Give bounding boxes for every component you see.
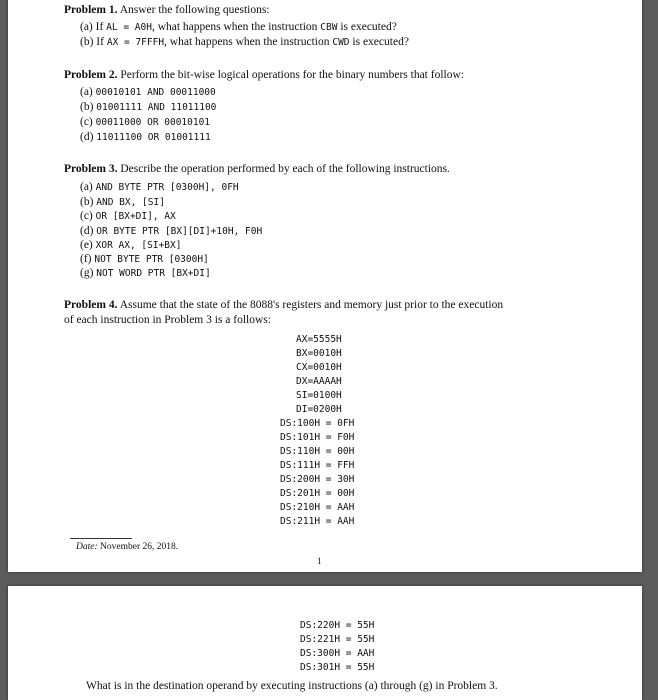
problem2-heading (64, 69, 464, 81)
memory-ds-221h: DS:221H = 55H (300, 634, 375, 645)
problem4-heading (64, 299, 503, 311)
problem4-question: What is in the destination operand by executing instructions (a) through (g) in Problem 3. (86, 680, 498, 692)
problem3-item-d (80, 225, 262, 237)
item-code: XOR AX, [SI+BX] (95, 240, 182, 251)
register-ax: AX=5555H (296, 334, 342, 345)
item-code: AND BYTE PTR [0300H], 0FH (95, 182, 239, 193)
register-cx: CX=0010H (296, 362, 342, 373)
item-label: (b) (80, 196, 94, 208)
item-label: (a) (80, 86, 93, 98)
item-label: (d) (80, 225, 94, 237)
problem3-item-f (80, 253, 209, 265)
item-code: CWD (332, 37, 350, 48)
item-label: (f) (80, 253, 92, 265)
memory-ds-220h: DS:220H = 55H (300, 620, 375, 631)
item-text: If (96, 36, 107, 48)
memory-ds-110h: DS:110H = 00H (280, 446, 355, 457)
problem3-item-e (80, 239, 181, 251)
item-code: AL = A0H (106, 22, 152, 33)
problem4-title: Problem 4. (64, 299, 118, 311)
document-page-1 (8, 0, 642, 572)
problem2-item-d (80, 131, 211, 143)
problem2-item-a (80, 86, 216, 98)
item-label: (c) (80, 210, 93, 222)
problem3-item-a (80, 181, 239, 193)
problem1-title: Problem 1. (64, 4, 118, 16)
page-number: 1 (317, 556, 322, 566)
item-code: OR BYTE PTR [BX][DI]+10H, F0H (96, 226, 263, 237)
item-text: is executed? (349, 36, 409, 48)
problem3-item-c (80, 210, 176, 222)
memory-ds-100h: DS:100H = 0FH (280, 418, 355, 429)
memory-ds-101h: DS:101H = F0H (280, 432, 355, 443)
item-text: , what happens when the instruction (151, 21, 321, 33)
item-label: (a) (80, 21, 93, 33)
item-code: 00011000 OR 00010101 (95, 117, 211, 128)
item-text: is executed? (337, 21, 397, 33)
register-si: SI=0100H (296, 390, 342, 401)
footnote-rule (70, 538, 132, 539)
item-label: (c) (80, 116, 93, 128)
item-code: 01001111 AND 11011100 (96, 102, 217, 113)
problem2-title: Problem 2. (64, 69, 118, 81)
item-label: (a) (80, 181, 93, 193)
register-bx: BX=0010H (296, 348, 342, 359)
register-dx: DX=AAAAH (296, 376, 342, 387)
problem3-intro: Describe the operation performed by each of the following instructions. (120, 163, 450, 175)
memory-ds-300h: DS:300H = AAH (300, 648, 375, 659)
problem4-intro-line1: Assume that the state of the 8088's registers and memory just prior to the execution (119, 299, 504, 311)
register-di: DI=0200H (296, 404, 342, 415)
item-label: (d) (80, 131, 94, 143)
memory-ds-200h: DS:200H = 30H (280, 474, 355, 485)
date-value: November 26, 2018. (100, 542, 179, 552)
problem2-item-c (80, 116, 210, 128)
item-text: , what happens when the instruction (164, 36, 333, 48)
problem3-title: Problem 3. (64, 163, 118, 175)
problem1-item-b (80, 36, 409, 48)
memory-ds-210h: DS:210H = AAH (280, 502, 355, 513)
problem3-item-g (80, 267, 211, 279)
item-code: OR [BX+DI], AX (95, 211, 176, 222)
problem3-heading (64, 163, 450, 175)
item-code: AND BX, [SI] (96, 197, 165, 208)
item-code: NOT BYTE PTR [0300H] (94, 254, 209, 265)
item-code: CBW (320, 22, 338, 33)
item-label: (g) (80, 267, 94, 279)
document-page-2 (8, 586, 642, 700)
item-code: 00010101 AND 00011000 (95, 87, 216, 98)
item-text: If (95, 21, 107, 33)
footnote-date (76, 542, 178, 552)
memory-ds-211h: DS:211H = AAH (280, 516, 355, 527)
problem1-item-a (80, 21, 397, 33)
item-label: (b) (80, 36, 94, 48)
problem3-item-b (80, 196, 165, 208)
item-code: 11011100 OR 01001111 (96, 132, 211, 143)
memory-ds-111h: DS:111H = FFH (280, 460, 355, 471)
problem2-intro: Perform the bit-wise logical operations for the binary numbers that follow: (120, 69, 464, 81)
item-label: (e) (80, 239, 93, 251)
date-label: Date: (76, 542, 98, 552)
memory-ds-201h: DS:201H = 00H (280, 488, 355, 499)
problem1-intro: Answer the following questions: (119, 4, 270, 16)
item-code: AX = 7FFFH (106, 37, 165, 48)
problem1-heading (64, 4, 270, 16)
item-code: NOT WORD PTR [BX+DI] (96, 268, 211, 279)
item-label: (b) (80, 101, 94, 113)
memory-ds-301h: DS:301H = 55H (300, 662, 375, 673)
problem4-intro-line2: of each instruction in Problem 3 is a follows: (64, 314, 271, 326)
problem2-item-b (80, 101, 216, 113)
